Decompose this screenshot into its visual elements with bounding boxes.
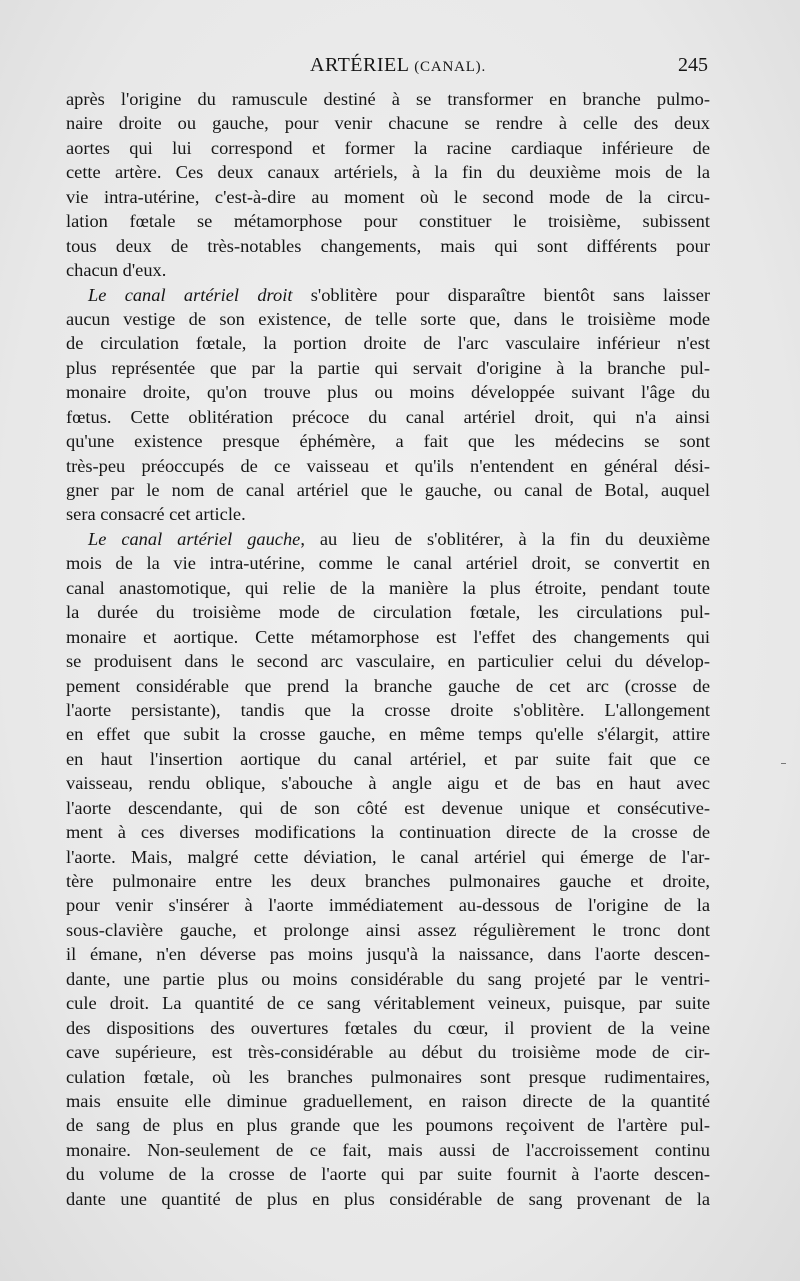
line-text: vie intra-utérine, c'est-à-dire au moment où le second mode de la circu- xyxy=(66,186,710,207)
line-text: il émane, n'en déverse pas moins jusqu'à la naissance, dans l'aorte descen- xyxy=(66,944,710,965)
line-text: naire droite ou gauche, pour venir chacune se rendre à celle des deux xyxy=(66,113,710,134)
running-title-main: ARTÉRIEL xyxy=(310,54,409,76)
line-text: cette artère. Ces deux canaux artériels, à la fin du deuxième mois de la xyxy=(66,162,710,183)
line-text: monaire droite, qu'on trouve plus ou moins développée suivant l'âge du xyxy=(66,382,710,403)
text-line xyxy=(66,625,710,649)
line-text: cave supérieure, est très-considérable au début du troisième mode de cir- xyxy=(66,1042,710,1063)
text-line xyxy=(66,1187,710,1211)
line-text: sous-clavière gauche, et prolonge ainsi assez régulièrement le tronc dont xyxy=(66,919,710,940)
line-text: monaire. Non-seulement de ce fait, mais aussi de l'accroissement continu xyxy=(66,1139,710,1160)
line-text: l'aorte persistante), tandis que la crosse droite s'oblitère. L'allongement xyxy=(66,699,710,720)
text-line xyxy=(66,258,710,282)
text-line xyxy=(66,1162,710,1186)
text-line xyxy=(66,1113,710,1137)
text-line xyxy=(66,1016,710,1040)
line-text: aucun vestige de son existence, de telle sorte que, dans le troisième mode xyxy=(66,308,710,329)
line-text: se produisent dans le second arc vasculaire, en particulier celui du dévelop- xyxy=(66,651,710,672)
text-line xyxy=(66,502,710,526)
text-line xyxy=(66,674,710,698)
text-line xyxy=(66,331,710,355)
line-text: s'oblitère pour disparaître bientôt sans laisser xyxy=(292,284,710,305)
line-text: cule droit. La quantité de ce sang véritablement veineux, puisque, par suite xyxy=(66,993,710,1014)
italic-phrase: Le canal artériel droit xyxy=(88,284,293,305)
text-line xyxy=(66,747,710,771)
text-line xyxy=(66,1040,710,1064)
text-line xyxy=(66,918,710,942)
line-text: dante une quantité de plus en plus considérable de sang provenant de la xyxy=(66,1188,710,1209)
running-header xyxy=(66,48,710,84)
line-text: mais ensuite elle diminue graduellement, en raison directe de la quantité xyxy=(66,1090,710,1111)
text-line xyxy=(66,209,710,233)
line-text: tous deux de très-notables changements, mais qui sont différents pour xyxy=(66,235,710,256)
text-line xyxy=(66,405,710,429)
line-text: monaire et aortique. Cette métamorphose est l'effet des changements qui xyxy=(66,626,710,647)
line-text: très-peu préoccupés de ce vaisseau et qu'ils n'entendent en général dési- xyxy=(66,455,710,476)
italic-phrase: Le canal artériel gauche xyxy=(88,528,301,549)
line-text: canal anastomotique, qui relie de la manière la plus étroite, pendant toute xyxy=(66,577,710,598)
text-line xyxy=(66,869,710,893)
text-line xyxy=(66,283,710,307)
line-text: dante, une partie plus ou moins considérable du sang projeté par le ventri- xyxy=(66,968,710,989)
line-text: pement considérable que prend la branche gauche de cet arc (crosse de xyxy=(66,675,710,696)
text-line xyxy=(66,380,710,404)
line-text: lation fœtale se métamorphose pour constituer le troisième, subissent xyxy=(66,211,710,232)
text-line xyxy=(66,796,710,820)
text-line xyxy=(66,1138,710,1162)
margin-mark xyxy=(781,763,786,764)
line-text: de circulation fœtale, la portion droite de l'arc vasculaire inférieur n'est xyxy=(66,333,710,354)
text-line xyxy=(66,478,710,502)
line-text: gner par le nom de canal artériel que le gauche, ou canal de Botal, auquel xyxy=(66,480,710,500)
line-text: tère pulmonaire entre les deux branches pulmonaires gauche et droite, xyxy=(66,871,710,891)
line-text: qu'une existence presque éphémère, a fait que les médecins se sont xyxy=(66,431,710,452)
line-text: fœtus. Cette oblitération précoce du canal artériel droit, qui n'a ainsi xyxy=(66,406,710,427)
text-line xyxy=(66,551,710,575)
line-text: l'aorte descendante, qui de son côté est devenue unique et consécutive- xyxy=(66,797,710,818)
text-line xyxy=(66,429,710,453)
page-number: 245 xyxy=(678,54,708,76)
text-line xyxy=(66,234,710,258)
line-text: des dispositions des ouvertures fœtales du cœur, il provient de la veine xyxy=(66,1017,710,1038)
line-text: en haut l'insertion aortique du canal artériel, et par suite fait que ce xyxy=(66,748,710,769)
text-line xyxy=(66,1089,710,1113)
line-text: plus représentée que par la partie qui servait d'origine à la branche pul- xyxy=(66,357,710,378)
line-text: sera consacré cet article. xyxy=(66,504,246,525)
line-text: aortes qui lui correspond et former la racine cardiaque inférieure de xyxy=(66,137,710,158)
text-line xyxy=(66,698,710,722)
line-text: pour venir s'insérer à l'aorte immédiatement au-dessous de l'origine de la xyxy=(66,895,710,916)
line-text: après l'origine du ramuscule destiné à se transformer en branche pulmo- xyxy=(66,89,710,109)
text-line xyxy=(66,576,710,600)
text-line xyxy=(66,185,710,209)
body-text xyxy=(66,87,710,1211)
line-text: de sang de plus en plus grande que les poumons reçoivent de l'artère pul- xyxy=(66,1115,710,1136)
text-line xyxy=(66,771,710,795)
line-text: l'aorte. Mais, malgré cette déviation, le canal artériel qui émerge de l'ar- xyxy=(66,846,710,867)
line-text: mois de la vie intra-utérine, comme le canal artériel droit, se convertit en xyxy=(66,553,710,574)
text-line xyxy=(66,356,710,380)
text-line xyxy=(66,1065,710,1089)
text-line xyxy=(66,600,710,624)
line-text: en effet que subit la crosse gauche, en même temps qu'elle s'élargit, attire xyxy=(66,724,710,745)
text-line xyxy=(66,845,710,869)
running-title xyxy=(310,54,486,77)
text-line xyxy=(66,527,710,551)
line-text: , au lieu de s'oblitérer, à la fin du deuxième xyxy=(300,528,710,549)
text-line xyxy=(66,649,710,673)
text-line xyxy=(66,111,710,135)
line-text: culation fœtale, où les branches pulmonaires sont presque rudimentaires, xyxy=(66,1066,710,1087)
text-line xyxy=(66,893,710,917)
line-text: ment à ces diverses modifications la continuation directe de la crosse de xyxy=(66,822,710,843)
text-line xyxy=(66,820,710,844)
text-line xyxy=(66,87,710,111)
text-line xyxy=(66,307,710,331)
text-line xyxy=(66,454,710,478)
line-text: la durée du troisième mode de circulation fœtale, les circulations pul- xyxy=(66,602,710,623)
text-line xyxy=(66,722,710,746)
text-line xyxy=(66,136,710,160)
text-line xyxy=(66,991,710,1015)
line-text: vaisseau, rendu oblique, s'abouche à angle aigu et de bas en haut avec xyxy=(66,773,710,794)
line-text: du volume de la crosse de l'aorte qui par suite fournit à l'aorte descen- xyxy=(66,1164,710,1185)
text-line xyxy=(66,942,710,966)
running-title-sub: (CANAL). xyxy=(414,59,487,75)
text-line xyxy=(66,967,710,991)
line-text: chacun d'eux. xyxy=(66,260,167,281)
text-line xyxy=(66,160,710,184)
